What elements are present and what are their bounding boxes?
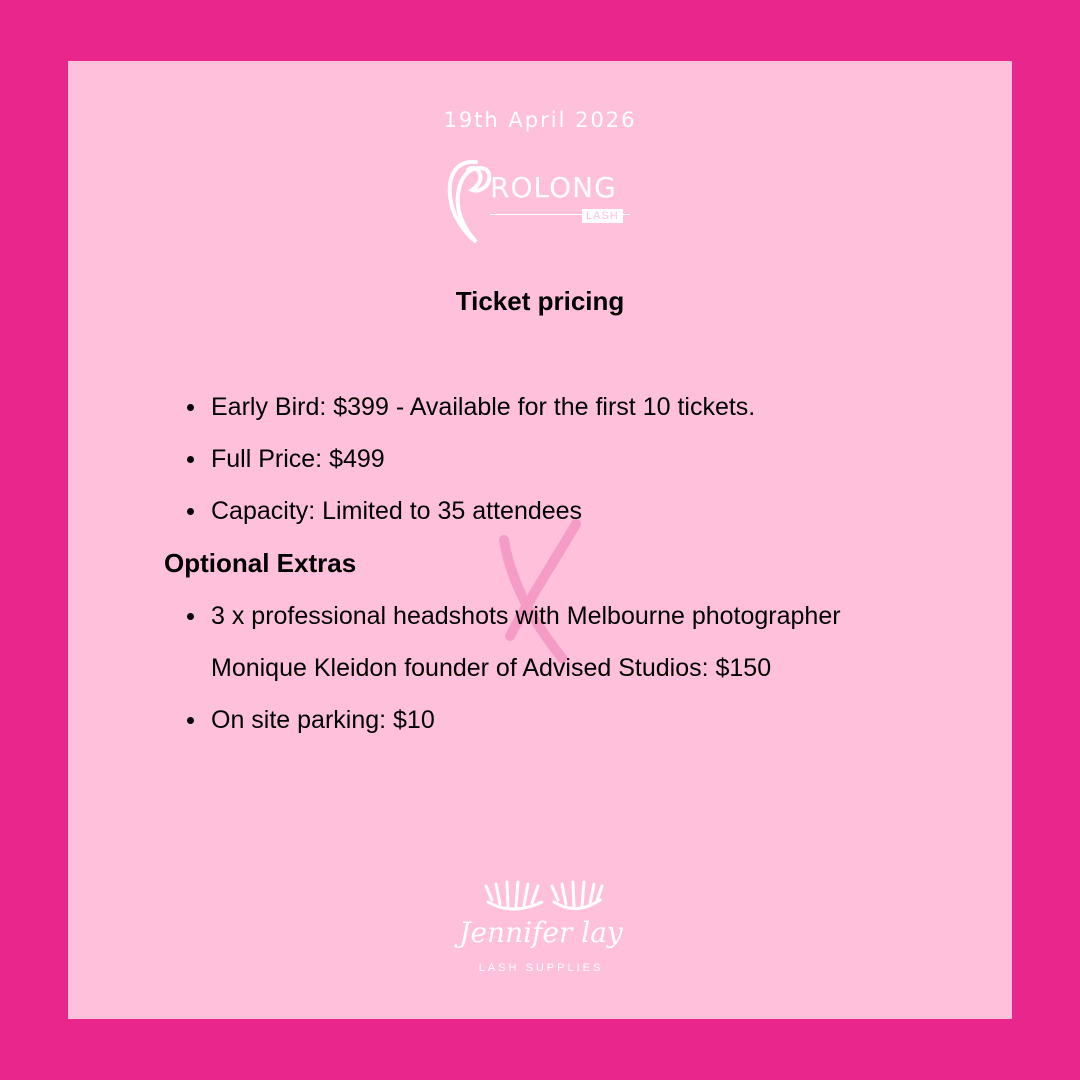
list-item: Early Bird: $399 - Available for the first 10 tickets. xyxy=(164,381,931,433)
list-item: On site parking: $10 xyxy=(164,694,931,746)
jennifer-lay-logo xyxy=(430,876,652,986)
lash-supplies-tag: LASH SUPPLIES xyxy=(478,962,604,974)
list-item: 3 x professional headshots with Melbourne photographer Monique Kleidon founder of Advised Studios: $150 xyxy=(164,590,931,694)
ticket-pricing-heading: Ticket pricing xyxy=(455,286,625,316)
prolong-wordmark: ROLONG xyxy=(490,171,617,204)
extras-list xyxy=(164,590,931,746)
list-item: Full Price: $499 xyxy=(164,433,931,485)
jennifer-lay-script: Jennifer lay xyxy=(459,916,623,949)
prolong-swoosh-icon xyxy=(446,156,496,246)
list-item: Capacity: Limited to 35 attendees xyxy=(164,485,931,537)
optional-extras-heading: Optional Extras xyxy=(164,548,357,578)
event-date: 19th April 2026 xyxy=(443,108,637,132)
eyelash-icon xyxy=(430,876,652,916)
pricing-list xyxy=(164,381,931,537)
prolong-sub-label: LASH xyxy=(582,209,623,223)
prolong-lash-logo xyxy=(446,156,636,246)
